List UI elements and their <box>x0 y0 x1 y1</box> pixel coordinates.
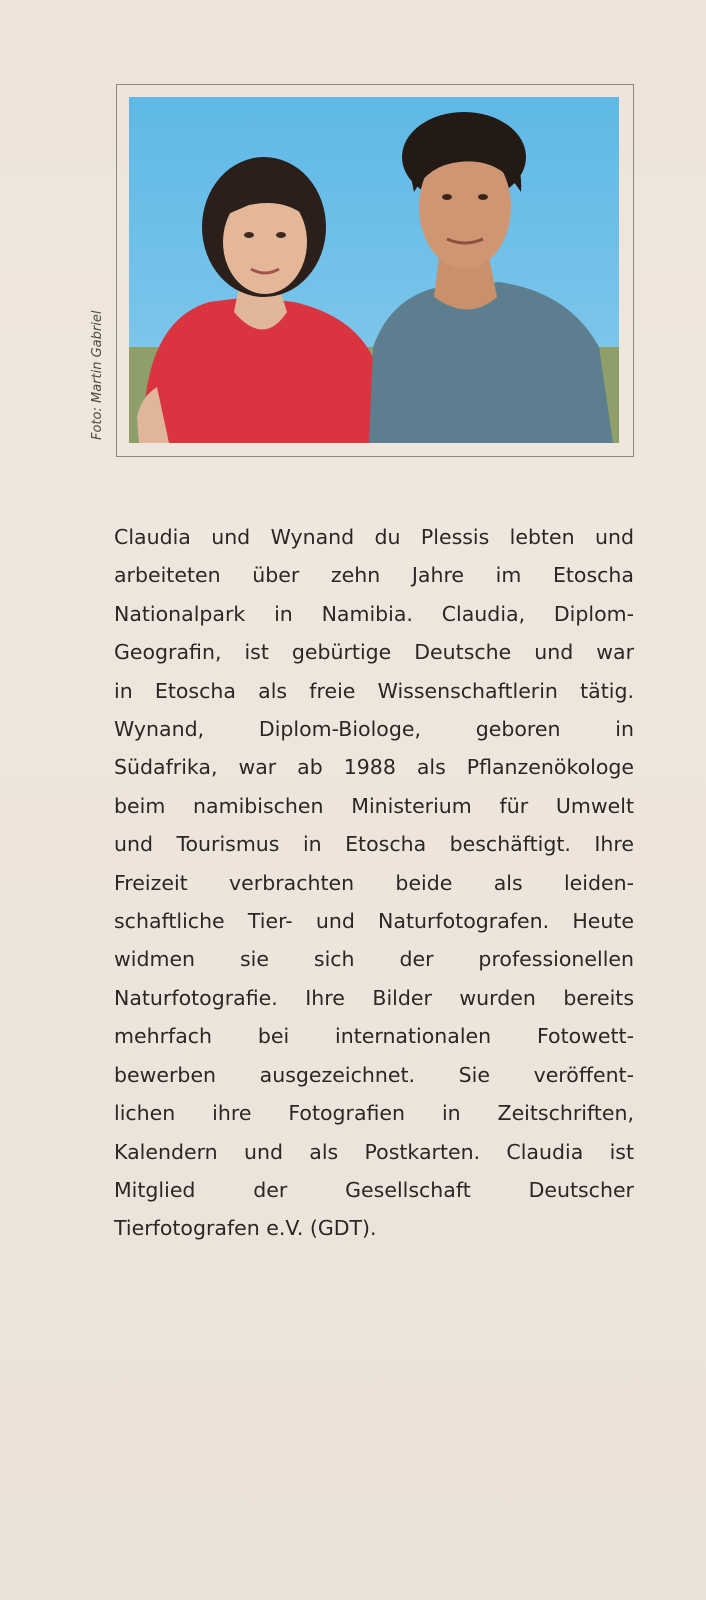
bio-line: Geografin, ist gebürtige Deutsche und war <box>114 640 634 665</box>
bio-line: bewerben ausgezeichnet. Sie veröffent- <box>114 1062 634 1087</box>
bio-line: Naturfotografie. Ihre Bilder wurden bereits <box>114 985 634 1010</box>
author-photo-illustration <box>129 97 619 443</box>
photo-credit: Foto: Martin Gabriel <box>90 310 105 440</box>
bio-line: lichen ihre Fotografien in Zeitschriften, <box>114 1101 634 1126</box>
bio-line: in Etoscha als freie Wissenschaftlerin tätig. <box>114 678 634 703</box>
bio-line: arbeiteten über zehn Jahre im Etoscha <box>114 563 634 588</box>
bio-line: Kalendern und als Postkarten. Claudia ist <box>114 1139 634 1164</box>
bio-line: Claudia und Wynand du Plessis lebten und <box>114 525 634 549</box>
man-shirt <box>369 282 613 443</box>
author-biography <box>114 518 634 1248</box>
bio-line: Wynand, Diplom-Biologe, geboren in <box>114 717 634 742</box>
bio-line: widmen sie sich der professionellen <box>114 947 634 972</box>
bio-line: mehrfach bei internationalen Fotowett- <box>114 1024 634 1049</box>
bio-line: Nationalpark in Namibia. Claudia, Diplom- <box>114 601 634 626</box>
photo-frame <box>116 84 634 457</box>
bio-line: Freizeit verbrachten beide als leiden- <box>114 870 634 895</box>
bio-line: und Tourismus in Etoscha beschäftigt. Ihre <box>114 832 634 857</box>
bio-line: Südafrika, war ab 1988 als Pflanzenökologe <box>114 755 634 780</box>
author-photo <box>129 97 619 443</box>
bio-line: schaftliche Tier- und Naturfotografen. Heute <box>114 909 634 934</box>
bio-line: Mitglied der Gesellschaft Deutscher <box>114 1177 634 1202</box>
bio-line: beim namibischen Ministerium für Umwelt <box>114 793 634 818</box>
bio-line: Tierfotografen e.V. (GDT). <box>114 1216 377 1241</box>
